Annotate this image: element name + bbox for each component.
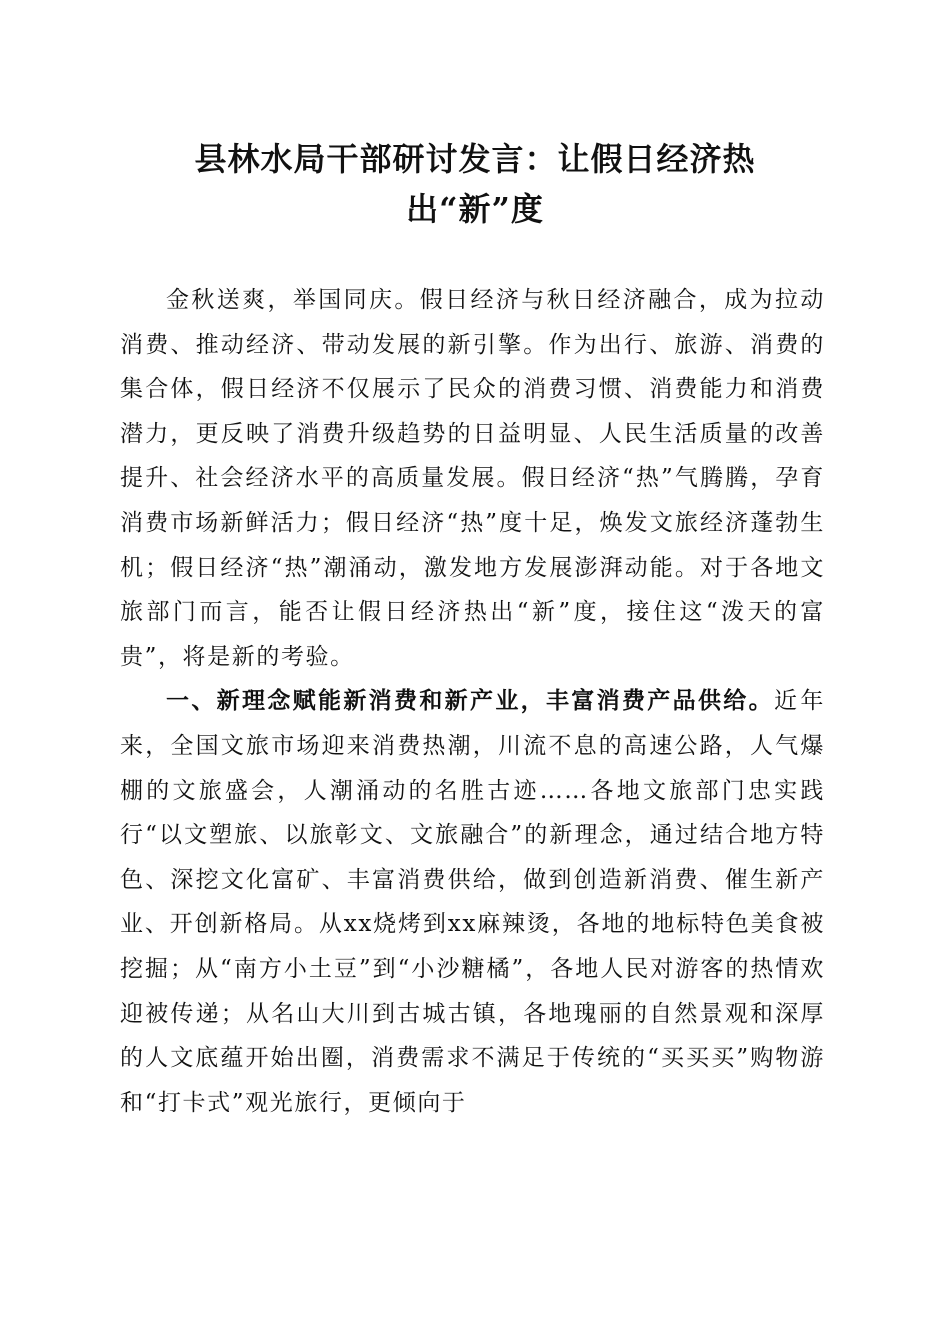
section-one-paragraph: [120, 679, 825, 1125]
section-one-heading: 一、新理念赋能新消费和新产业，丰富消费产品供给。: [166, 688, 774, 715]
title-line-1: 县林水局干部研讨发言：让假日经济热: [194, 140, 756, 178]
document-title: [120, 134, 830, 234]
title-line-2: 出“新”度: [406, 190, 544, 228]
document-body: [120, 278, 825, 1125]
section-one-text: 近年来，全国文旅市场迎来消费热潮，川流不息的高速公路，人气爆棚的文旅盛会，人潮涌动的名胜古迹……各地文旅部门忠实践行“以文塑旅、以旅彰文、文旅融合”的新理念，通过结合地方特色、深挖文化富矿、丰富消费供给，做到创造新消费、催生新产业、开创新格局。从xx烧烤到xx麻辣烫，各地的地标特色美食被挖掘；从“南方小土豆”到“小沙糖橘”，各地人民对游客的热情欢迎被传递；从名山大川到古城古镇，各地瑰丽的自然景观和深厚的人文底蕴开始出圈，消费需求不满足于传统的“买买买”购物游和“打卡式”观光旅行，更倾向于: [120, 688, 826, 1116]
intro-paragraph-text: 金秋送爽，举国同庆。假日经济与秋日经济融合，成为拉动消费、推动经济、带动发展的新引擎。作为出行、旅游、消费的集合体，假日经济不仅展示了民众的消费习惯、消费能力和消费潜力，更反映了消费升级趋势的日益明显、人民生活质量的改善提升、社会经济水平的高质量发展。假日经济“热”气腾腾，孕育消费市场新鲜活力；假日经济“热”度十足，焕发文旅经济蓬勃生机；假日经济“热”潮涌动，激发地方发展澎湃动能。对于各地文旅部门而言，能否让假日经济热出“新”度，接住这“泼天的富贵”，将是新的考验。: [120, 287, 825, 670]
intro-paragraph: [120, 278, 825, 679]
